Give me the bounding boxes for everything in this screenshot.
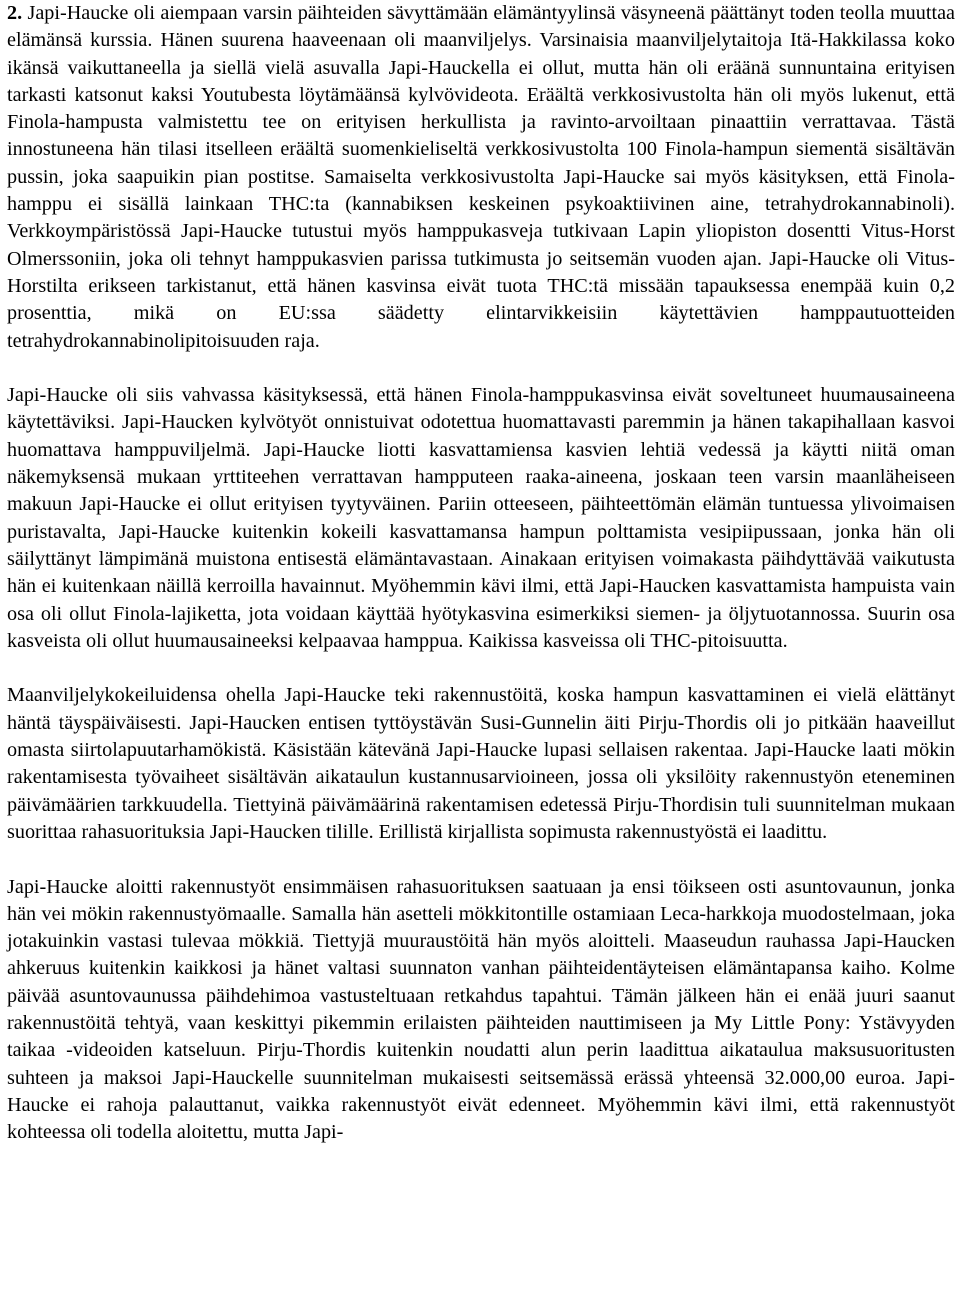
paragraph-2: Japi-Haucke oli siis vahvassa käsityksessä, että hänen Finola-hamppukasvinsa eivät soveltuneet huumausaineena käytettäviksi. Japi-Haucken kylvötyöt onnistuivat odotettua huomattavasti paremmin ja hänen takapihallaan kasvoi huomattava hamppuviljelmä. Japi-Haucke liotti kasvattamiensa kasvien lehtiä vedessä ja käytti niitä oman näkemyksensä mukaan yrttiteehen verrattavan hampputeen raaka-aineena, joskaan teen varsin maanläheiseen makuun Japi-Haucke ei ollut erityisen tyytyväinen. Pariin otteeseen, päihteettömän elämän tuntuessa ylivoimaisen puristavalta, Japi-Haucke kuitenkin kokeili kasvattamansa hampun polttamista vesipiipussaan, jonka hän oli säilyttänyt lämpimänä muistona entisestä elämäntavastaan. Ainakaan erityisen voimakasta päihdyttävää vaikutusta hän ei kuitenkaan näillä kerroilla havainnut. Myöhemmin kävi ilmi, että Japi-Haucken kasvattamista hampuista vain osa oli ollut Finola-lajiketta, jota voidaan käyttää hyötykasvina esimerkiksi siemen- ja öljytuotannossa. Suurin osa kasveista oli ollut huumausaineeksi kelpaavaa hamppua. Kaikissa kasveissa oli THC-pitoisuutta. — [7, 384, 955, 652]
paragraph-4: Japi-Haucke aloitti rakennustyöt ensimmäisen rahasuorituksen saatuaan ja ensi töikseen osti asuntovaunun, jonka hän vei mökin rakennustyömaalle. Samalla hän asetteli mökkitontille ostamiaan Leca-harkkoja muodostelmaan, joka jotakuinkin vastasi tulevaa mökkiä. Tiettyjä muuraustöitä hän myös aloitteli. Maaseudun rauhassa Japi-Haucken ahkeruus kuitenkin kaikkosi ja hänet valtasi suunnaton vanhan päihteidentäyteisen elämäntapansa kaiho. Kolme päivää asuntovaunussa päihdehimoa vastusteltuaan retkahdus tapahtui. Tämän jälkeen hän ei enää juuri saanut rakennustöitä tehtyä, vaan keskittyi pikemmin erilaisten päihteiden nauttimiseen ja My Little Pony: Ystävyyden taikaa -videoiden katseluun. Pirju-Thordis kuitenkin noudatti alun perin laadittua aikataulua maksusuoritusten suhteen ja maksoi Japi-Hauckelle suunnitelman mukaisesti seitsemässä erässä yhteensä 32.000,00 euroa. Japi-Haucke ei rahoja palauttanut, vaikka rakennustyöt eivät edenneet. Myöhemmin kävi ilmi, että rakennustyöt kohteessa oli todella aloitettu, mutta Japi- — [7, 875, 955, 1144]
section-number: 2. — [7, 2, 23, 24]
paragraph-1 — [7, 0, 955, 355]
paragraph-1-text: Japi-Haucke oli aiempaan varsin päihteiden sävyttämään elämäntyylinsä väsyneenä päättänyt toden teolla muuttaa elämänsä kurssia. Hänen suurena haaveenaan oli maanviljelys. Varsinaisia maanviljelytaitoja Itä-Hakkilassa koko ikänsä vaikuttaneella ja siellä vielä asuvalla Japi-Hauckella ei ollut, mutta hän oli eräänä sunnuntaina erityisen tarkasti katsonut kaksi Youtubesta löytämäänsä kylvövideota. Eräältä verkkosivustolta hän oli myös lukenut, että Finola-hampusta valmistettu tee on erityisen herkullista ja ravinto-arvoiltaan pinaattiin verrattavaa. Tästä innostuneena hän tilasi itselleen eräältä suomenkieliseltä verkkosivustolta 100 Finola-hampun siementä sisältävän pussin, joka saapuikin pian postitse. Samaiselta verkkosivustolta Japi-Haucke sai myös käsityksen, että Finola-hamppu ei sisällä lainkaan THC:ta (kannabiksen keskeinen psykoaktiivinen aine, tetrahydrokannabinoli). Verkkoympäristössä Japi-Haucke tutustui myös hamppukasveja tutkivaan Lapin yliopiston dosentti Vitus-Horst Olmerssoniin, joka oli tehnyt hamppukasvien parissa tutkimusta jo seitsemän vuoden ajan. Japi-Haucke oli Vitus-Horstilta erikseen tarkistanut, että hänen kasvinsa eivät tuota THC:tä missään tapauksessa enempää kuin 0,2 prosenttia, mikä on EU:ssa säädetty elintarvikkeisiin käytettävien hamppautuotteiden tetrahydrokannabinolipitoisuuden raja. — [7, 2, 956, 352]
document-page — [7, 0, 955, 1146]
paragraph-3: Maanviljelykokeiluidensa ohella Japi-Haucke teki rakennustöitä, koska hampun kasvattaminen ei vielä elättänyt häntä täyspäiväisesti. Japi-Haucken entisen tyttöystävän Susi-Gunnelin äiti Pirju-Thordis oli jo pitkään haaveillut omasta siirtolapuutarhamökistä. Käsistään kätevänä Japi-Haucke lupasi sellaisen rakentaa. Japi-Haucke laati mökin rakentamisesta työvaiheet sisältävän aikataulun kustannusarvioineen, jossa oli yksilöity rakennustyön eteneminen päivämäärien tarkkuudella. Tiettyinä päivämäärinä rakentamisen edetessä Pirju-Thordisin tuli suunnitelman mukaan suorittaa rahasuorituksia Japi-Haucken tilille. Erillistä kirjallista sopimusta rakennustyöstä ei laadittu. — [7, 684, 955, 843]
